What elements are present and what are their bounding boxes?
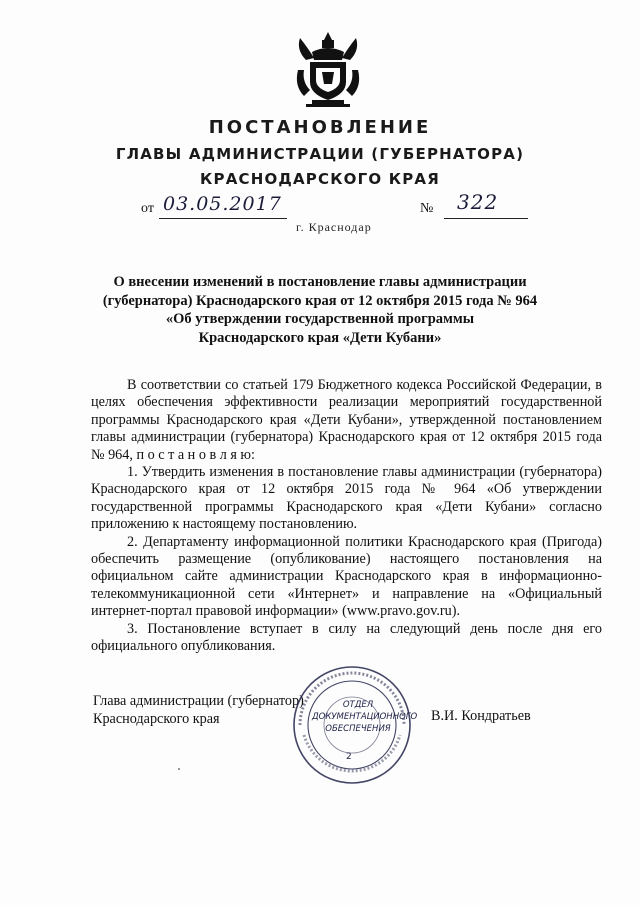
scan-speck [178, 768, 180, 770]
number-prefix: № [420, 201, 434, 216]
signatory-position [93, 693, 304, 728]
header-title: ПОСТАНОВЛЕНИЕ [208, 117, 432, 138]
signatory-position-line: Краснодарского края [93, 710, 220, 727]
document-number: 322 [457, 190, 499, 214]
signatory-position-line: Глава администрации (губернатор) [93, 693, 304, 709]
city-label: г. Краснодар [296, 220, 372, 234]
stamp-text: ОТДЕЛ [342, 700, 374, 710]
signatory-name: В.И. Кондратьев [431, 708, 531, 724]
coat-of-arms-emblem [292, 30, 364, 110]
date-value: 03.05.2017 [163, 193, 282, 215]
stamp-number: 2 [346, 752, 352, 762]
header-subtitle: ГЛАВЫ АДМИНИСТРАЦИИ (ГУБЕРНАТОРА) [115, 145, 525, 163]
body-paragraph: 1. Утвердить изменения в постановление главы администрации (губернатора) Краснодарского края от 12 октября 2015 года № 964 «Об утверждении государственной программы Краснодарского края «Дети Кубани» согласно приложению к настоящему постановлению. [91, 464, 602, 533]
date-underline [159, 218, 287, 219]
body-paragraph: 3. Постановление вступает в силу на следующий день после дня его официального опубликования. [91, 620, 602, 655]
number-underline [444, 218, 528, 219]
stamp-text: ОБЕСПЕЧЕНИЯ [325, 724, 391, 734]
body-paragraph: 2. Департаменту информационной политики Краснодарского края (Пригода) обеспечить размещение (опубликование) настоящего постановления на официальном сайте администрации Краснодарского края в информационно-телекоммуникационной сети «Интернет» и направление на «Официальный интернет-портал правовой информации» (www.pravo.gov.ru). [91, 533, 602, 620]
title-line: О внесении изменений в постановление главы администрации [113, 274, 527, 290]
header-region: КРАСНОДАРСКОГО КРАЯ [200, 170, 440, 188]
title-line: (губернатора) Краснодарского края от 12 октября 2015 года № 964 [102, 292, 538, 309]
body-paragraph: В соответствии со статьей 179 Бюджетного кодекса Российской Федерации, в целях обеспечения эффективности реализации мероприятий государственной программы Краснодарского края «Дети Кубани», утвержденной постановлением главы администрации (губернатора) Краснодарского края от 12 октября 2015 года № 964, п о с т а н о в л я ю: [91, 377, 602, 463]
stamp-text: ДОКУМЕНТАЦИОННОГО [312, 712, 418, 722]
document-title [90, 273, 550, 347]
title-line: «Об утверждении государственной программы [165, 311, 475, 327]
document-body [91, 377, 602, 656]
date-prefix: от [141, 201, 154, 216]
title-line: Краснодарского края «Дети Кубани» [198, 329, 442, 346]
